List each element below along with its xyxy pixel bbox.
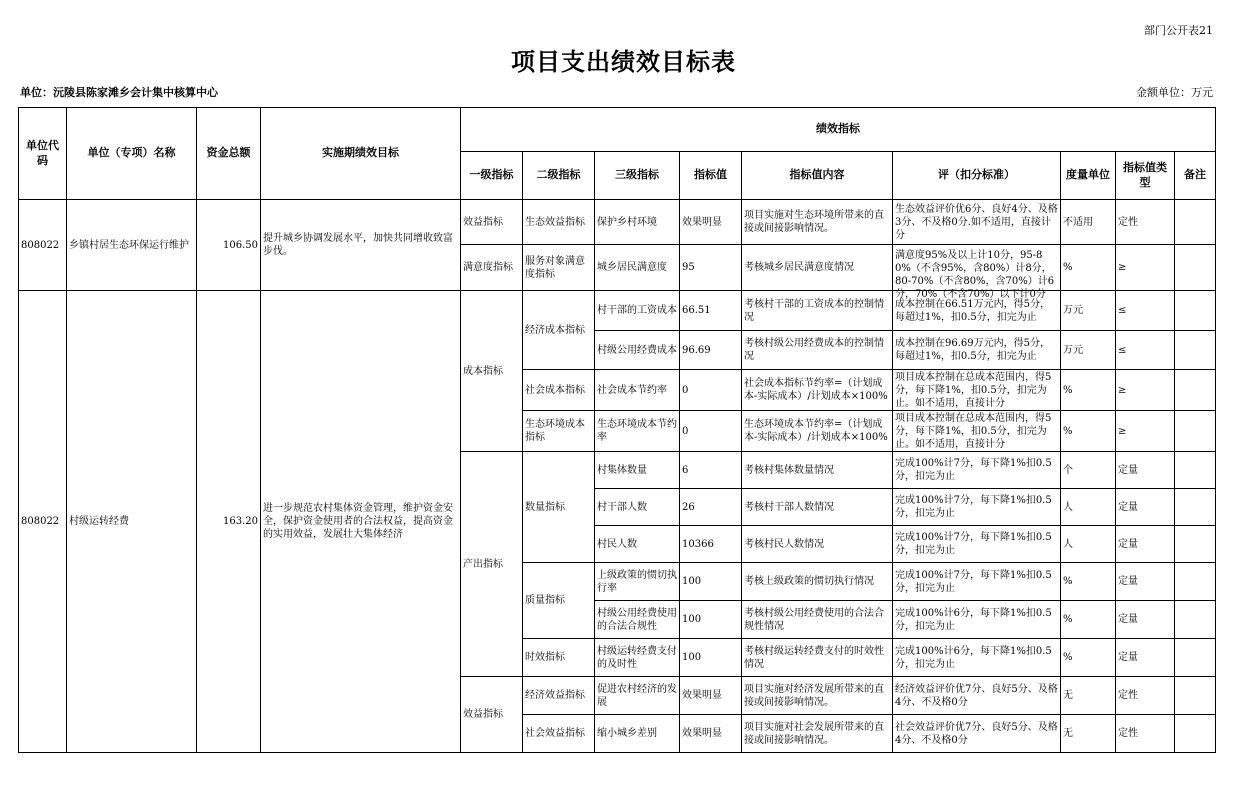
score-cell xyxy=(893,563,1061,601)
content-text: 考核村干部人数情况 xyxy=(744,501,834,513)
project-code: 808022 xyxy=(19,200,67,291)
level3-cell: 村干部的工资成本 xyxy=(595,291,680,331)
content-cell xyxy=(742,291,893,331)
score-text: 经济效益评价优7分、良好5分、及格4分、不及格0分 xyxy=(895,683,1058,708)
score-cell xyxy=(893,245,1061,300)
remark-cell xyxy=(1175,245,1216,291)
score-text: 完成100%计6分，每下降1%扣0.5分，扣完为止 xyxy=(895,645,1052,670)
header-measure-unit: 度量单位 xyxy=(1061,152,1116,200)
page-title: 项目支出绩效目标表 xyxy=(511,47,736,76)
level1-cell: 成本指标 xyxy=(461,291,523,452)
project-target: 进一步规范农村集体资金管理，维护资金安全，保护资金使用者的合法权益，提高资金的实用效益，发展壮大集体经济 xyxy=(261,291,461,753)
value-cell: 0 xyxy=(680,370,742,411)
unit-cell: 万元 xyxy=(1061,331,1116,370)
score-cell xyxy=(893,200,1061,245)
value-cell: 效果明显 xyxy=(680,715,742,753)
level1-cell: 满意度指标 xyxy=(461,245,523,291)
header-level3: 三级指标 xyxy=(595,152,680,200)
unit-cell: 不适用 xyxy=(1061,200,1116,245)
performance-table xyxy=(18,107,1216,753)
score-text: 完成100%计7分，每下降1%扣0.5分，扣完为止 xyxy=(895,532,1052,556)
unit-cell: 无 xyxy=(1061,715,1116,753)
value-cell: 效果明显 xyxy=(680,200,742,245)
content-text: 考核村级公用经费使用的合法合规性情况 xyxy=(744,607,884,632)
level2-cell: 生态效益指标 xyxy=(523,200,595,245)
project-target: 提升城乡协调发展水平，加快共同增收致富步伐。 xyxy=(261,200,461,291)
header-target: 实施期绩效目标 xyxy=(261,108,461,200)
project-name: 乡镇村居生态环保运行维护 xyxy=(67,200,197,291)
content-text: 考核上级政策的惯切执行情况 xyxy=(744,576,874,587)
value-cell: 100 xyxy=(680,601,742,639)
type-cell: 定量 xyxy=(1116,601,1175,639)
unit-cell: 无 xyxy=(1061,677,1116,715)
unit-cell: 个 xyxy=(1061,452,1116,489)
content-text: 社会成本指标节约率=（计划成本-实际成本）/计划成本×100% xyxy=(744,378,888,402)
value-cell: 10366 xyxy=(680,526,742,563)
content-cell xyxy=(742,200,893,245)
score-cell xyxy=(893,331,1061,370)
header-unit-code: 单位代码 xyxy=(19,108,67,200)
remark-cell xyxy=(1175,200,1216,245)
score-cell xyxy=(893,370,1061,411)
sheet-number: 部门公开表21 xyxy=(1144,24,1213,37)
level1-cell: 产出指标 xyxy=(461,452,523,677)
project-code: 808022 xyxy=(19,291,67,753)
header-content: 指标值内容 xyxy=(742,152,893,200)
value-cell: 0 xyxy=(680,411,742,452)
unit-cell: % xyxy=(1061,370,1116,411)
value-cell: 6 xyxy=(680,452,742,489)
content-cell xyxy=(742,715,893,753)
unit-cell: 万元 xyxy=(1061,291,1116,331)
remark-cell xyxy=(1175,411,1216,452)
score-text: 生态效益评价优6分、良好4分、及格3分、不及格0分.如不适用，直接计分 xyxy=(895,204,1058,241)
type-cell: 定性 xyxy=(1116,677,1175,715)
score-text: 项目成本控制在总成本范围内，得5分，每下降1%，扣0.5分，扣完为止。如不适用，直接计分 xyxy=(895,372,1052,409)
remark-cell xyxy=(1175,370,1216,411)
value-cell: 26 xyxy=(680,489,742,526)
header-total-funds: 资金总额 xyxy=(197,108,261,200)
type-cell: ≤ xyxy=(1116,331,1175,370)
content-cell xyxy=(742,411,893,452)
level2-cell: 数量指标 xyxy=(523,452,595,563)
score-text: 完成100%计6分，每下降1%扣0.5分，扣完为止 xyxy=(895,607,1052,632)
score-text: 完成100%计7分，每下降1%扣0.5分，扣完为止 xyxy=(895,569,1052,594)
level3-cell: 生态环境成本节约率 xyxy=(595,411,680,452)
type-cell: 定性 xyxy=(1116,715,1175,753)
value-cell: 100 xyxy=(680,639,742,677)
level3-cell: 保护乡村环境 xyxy=(595,200,680,245)
level3-cell: 村干部人数 xyxy=(595,489,680,526)
remark-cell xyxy=(1175,601,1216,639)
content-cell xyxy=(742,601,893,639)
remark-cell xyxy=(1175,639,1216,677)
content-text: 考核村干部的工资成本的控制情况 xyxy=(744,298,884,323)
score-text: 社会效益评价优7分、良好5分、及格4分、不及格0分 xyxy=(895,721,1058,746)
content-text: 生态环境成本节约率=（计划成本-实际成本）/计划成本×100% xyxy=(744,419,888,443)
content-text: 项目实施对经济发展所带来的直接或间接影响情况。 xyxy=(744,683,884,708)
unit-cell: % xyxy=(1061,411,1116,452)
type-cell: 定量 xyxy=(1116,639,1175,677)
header-value: 指标值 xyxy=(680,152,742,200)
content-cell xyxy=(742,245,893,291)
remark-cell xyxy=(1175,291,1216,331)
header-level2: 二级指标 xyxy=(523,152,595,200)
header-score: 评（扣分标准） xyxy=(893,152,1061,200)
value-cell: 66.51 xyxy=(680,291,742,331)
unit-cell: 人 xyxy=(1061,526,1116,563)
level2-cell: 时效指标 xyxy=(523,639,595,677)
type-cell: 定量 xyxy=(1116,452,1175,489)
content-text: 考核城乡居民满意度情况 xyxy=(744,262,854,273)
content-cell xyxy=(742,677,893,715)
content-text: 考核村民人数情况 xyxy=(744,538,824,550)
level1-cell: 效益指标 xyxy=(461,677,523,753)
project-name: 村级运转经费 xyxy=(67,291,197,753)
content-cell xyxy=(742,331,893,370)
level3-cell: 村民人数 xyxy=(595,526,680,563)
score-cell xyxy=(893,639,1061,677)
level3-cell: 促进农村经济的发展 xyxy=(595,677,680,715)
score-cell xyxy=(893,411,1061,452)
content-cell xyxy=(742,452,893,489)
content-text: 考核村级公用经费成本的控制情况 xyxy=(744,338,884,362)
score-cell xyxy=(893,715,1061,753)
content-text: 项目实施对社会发展所带来的直接或间接影响情况。 xyxy=(744,721,884,746)
value-cell: 96.69 xyxy=(680,331,742,370)
score-text: 项目成本控制在总成本范围内，得5分，每下降1%，扣0.5分，扣完为止。如不适用，直接计分 xyxy=(895,413,1052,450)
header-unit-name: 单位（专项）名称 xyxy=(67,108,197,200)
score-cell xyxy=(893,489,1061,526)
content-text: 考核村集体数量情况 xyxy=(744,464,834,476)
remark-cell xyxy=(1175,489,1216,526)
remark-cell xyxy=(1175,677,1216,715)
type-cell: ≥ xyxy=(1116,411,1175,452)
header-remark: 备注 xyxy=(1175,152,1216,200)
level2-cell: 社会效益指标 xyxy=(523,715,595,753)
header-perf: 绩效指标 xyxy=(461,108,1216,152)
type-cell: ≤ xyxy=(1116,291,1175,331)
type-cell: ≥ xyxy=(1116,370,1175,411)
level3-cell: 村级公用经费使用的合法合规性 xyxy=(595,601,680,639)
header-level1: 一级指标 xyxy=(461,152,523,200)
level2-cell: 生态环境成本指标 xyxy=(523,411,595,452)
remark-cell xyxy=(1175,715,1216,753)
content-cell xyxy=(742,489,893,526)
remark-cell xyxy=(1175,452,1216,489)
type-cell: 定量 xyxy=(1116,563,1175,601)
unit-cell: 人 xyxy=(1061,489,1116,526)
content-cell xyxy=(742,526,893,563)
score-text: 完成100%计7分，每下降1%扣0.5分，扣完为止 xyxy=(895,458,1052,482)
unit-cell: % xyxy=(1061,601,1116,639)
level2-cell: 服务对象满意度指标 xyxy=(523,245,595,291)
content-text: 考核村级运转经费支付的时效性情况 xyxy=(744,645,884,670)
content-cell xyxy=(742,563,893,601)
level1-cell: 效益指标 xyxy=(461,200,523,245)
value-cell: 95 xyxy=(680,245,742,291)
content-cell xyxy=(742,370,893,411)
remark-cell xyxy=(1175,331,1216,370)
remark-cell xyxy=(1175,563,1216,601)
level3-cell: 上级政策的惯切执行率 xyxy=(595,563,680,601)
level3-cell: 缩小城乡差别 xyxy=(595,715,680,753)
unit-cell: % xyxy=(1061,563,1116,601)
content-text: 项目实施对生态环境所带来的直接或间接影响情况。 xyxy=(744,210,884,234)
score-text: 成本控制在96.69万元内，得5分，每超过1%，扣0.5分，扣完为止 xyxy=(895,338,1050,362)
type-cell: 定量 xyxy=(1116,526,1175,563)
level2-cell: 经济成本指标 xyxy=(523,291,595,370)
money-unit-label: 金额单位：万元 xyxy=(1136,86,1213,99)
level2-cell: 质量指标 xyxy=(523,563,595,639)
level3-cell: 村集体数量 xyxy=(595,452,680,489)
unit-cell: % xyxy=(1061,245,1116,291)
level3-cell: 城乡居民满意度 xyxy=(595,245,680,291)
level3-cell: 村级公用经费成本 xyxy=(595,331,680,370)
type-cell: 定性 xyxy=(1116,200,1175,245)
score-cell xyxy=(893,677,1061,715)
remark-cell xyxy=(1175,526,1216,563)
value-cell: 100 xyxy=(680,563,742,601)
score-cell xyxy=(893,526,1061,563)
table-row xyxy=(19,200,1216,245)
header-value-type: 指标值类型 xyxy=(1116,152,1175,200)
project-amount: 106.50 xyxy=(197,200,261,291)
level3-cell: 村级运转经费支付的及时性 xyxy=(595,639,680,677)
content-cell xyxy=(742,639,893,677)
unit-cell: % xyxy=(1061,639,1116,677)
level3-cell: 社会成本节约率 xyxy=(595,370,680,411)
value-cell: 效果明显 xyxy=(680,677,742,715)
project-amount: 163.20 xyxy=(197,291,261,753)
type-cell: 定量 xyxy=(1116,489,1175,526)
unit-label: 单位：沅陵县陈家滩乡会计集中核算中心 xyxy=(20,86,218,99)
score-text: 成本控制在66.51万元内，得5分，每超过1%，扣0.5分，扣完为止 xyxy=(895,298,1050,323)
score-cell xyxy=(893,601,1061,639)
level2-cell: 社会成本指标 xyxy=(523,370,595,411)
score-text: 满意度95%及以上计10分，95-80%（不含95%，含80%）计8分，80-70%（不含80%，含70%）计6分，70%（不含70%）以下计0分 xyxy=(895,249,1055,300)
score-text: 完成100%计7分，每下降1%扣0.5分，扣完为止 xyxy=(895,495,1052,519)
level2-cell: 经济效益指标 xyxy=(523,677,595,715)
score-cell xyxy=(893,452,1061,489)
type-cell: ≥ xyxy=(1116,245,1175,291)
